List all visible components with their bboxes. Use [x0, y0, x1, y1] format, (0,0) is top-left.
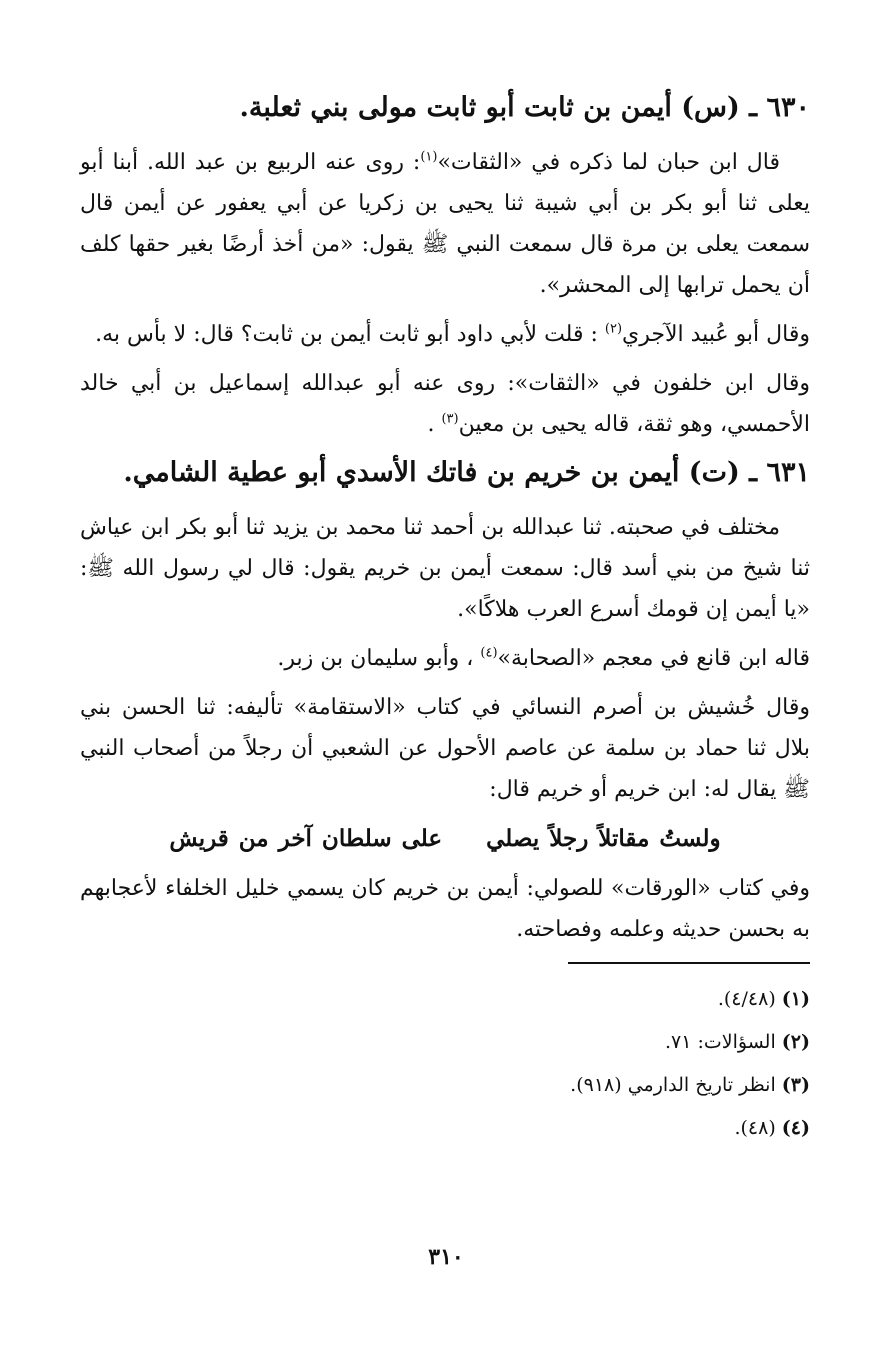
paragraph-text: وقال أبو عُبيد الآجري	[622, 322, 810, 347]
paragraph-text: مختلف في صحبته. ثنا عبدالله بن أحمد ثنا محمد بن يزيد ثنا أبو بكر ابن عياش ثنا شيخ من بني أسد قال: سمعت أيمن بن خريم يقول: قال لي رسول الله ﷺ: «يا أيمن إن قومك أسرع العرب هلاكًا».	[80, 515, 810, 622]
footnote-1	[80, 978, 810, 1021]
paragraph-text: قال ابن حبان لما ذكره في «الثقات»	[437, 150, 780, 175]
entry-631-title: ٦٣١ ـ (ت) أيمن بن خريم بن فاتك الأسدي أبو عطية الشامي.	[123, 457, 810, 488]
paragraph-text: : قلت لأبي داود أبو ثابت أيمن بن ثابت؟ قال: لا بأس به.	[95, 322, 605, 347]
footnote-text: (٤/٤٨).	[717, 988, 776, 1010]
footnote-number: (٣)	[781, 1074, 810, 1096]
footnote-text: انظر تاريخ الدارمي (٩١٨).	[570, 1074, 776, 1096]
footnote-ref-4: (٤)	[480, 645, 498, 661]
entry-631-hadith-paragraph	[80, 507, 810, 630]
paragraph-text: .	[427, 412, 442, 437]
entry-631-closing-paragraph: وفي كتاب «الورقات» للصولي: أيمن بن خريم كان يسمي خليل الخلفاء لأعجابهم به بحسن حديثه وعلمه وفصاحته.	[80, 876, 810, 942]
footnote-4	[80, 1107, 810, 1150]
poem-first-hemistich: ولستُ مقاتلاً رجلاً يصلي	[486, 825, 721, 852]
entry-630-title: ٦٣٠ ـ (س) أيمن بن ثابت أبو ثابت مولى بني ثعلبة.	[239, 92, 810, 123]
paragraph-text: قاله ابن قانع في معجم «الصحابة»	[497, 646, 810, 671]
entry-630-ibn-khalfun-paragraph	[80, 363, 810, 445]
paragraph-text: وقال ابن خلفون في «الثقات»: روى عنه أبو عبدالله إسماعيل بن أبي خالد الأحمسي، وهو ثقة، قاله يحيى بن معين	[80, 371, 810, 437]
entry-630-ibn-hibban-paragraph	[80, 142, 810, 306]
footnote-3	[80, 1064, 810, 1107]
paragraph-text: وقال خُشيش بن أصرم النسائي في كتاب «الاستقامة» تأليفه: ثنا الحسن بني بلال ثنا حماد بن سلمة عن عاصم الأحول عن الشعبي أن رجلاً من أصحاب النبي ﷺ يقال له: ابن خريم أو خريم قال:	[80, 695, 810, 802]
entry-630-ajurri-paragraph	[80, 314, 810, 355]
footnote-ref-2: (٢)	[604, 321, 623, 337]
book-page	[80, 88, 810, 1150]
footnote-number: (٢)	[781, 1031, 810, 1053]
footnote-ref-3: (٣)	[441, 411, 459, 427]
page-number: ٣١٠	[428, 1244, 464, 1270]
footnote-text: (٤٨).	[734, 1117, 776, 1139]
footnotes	[80, 978, 810, 1150]
poem-second-hemistich: على سلطان آخر من قريش	[169, 825, 443, 852]
paragraph-text: : روى عنه الربيع بن عبد الله. أبنا أبو يعلى ثنا أبو بكر بن أبي شيبة ثنا يحيى بن زكريا عن أبي يعفور عن أيمن قال سمعت يعلى بن مرة قال سمعت النبي ﷺ يقول: «من أخذ أرضًا بغير حقها كلف أن يحمل ترابها إلى المحشر».	[80, 150, 810, 298]
entry-631-ibn-qani-paragraph	[80, 638, 810, 679]
paragraph-text: ، وأبو سليمان بن زبر.	[277, 646, 481, 671]
footnote-2	[80, 1021, 810, 1064]
footnote-divider	[568, 962, 810, 964]
entry-631-khushaysh-paragraph	[80, 687, 810, 810]
footnote-number: (٤)	[781, 1117, 810, 1139]
footnote-ref-1: (١)	[420, 149, 438, 165]
poem-verse	[80, 818, 810, 860]
footnote-text: السؤالات: ٧١.	[664, 1031, 776, 1053]
footnote-number: (١)	[781, 988, 810, 1010]
